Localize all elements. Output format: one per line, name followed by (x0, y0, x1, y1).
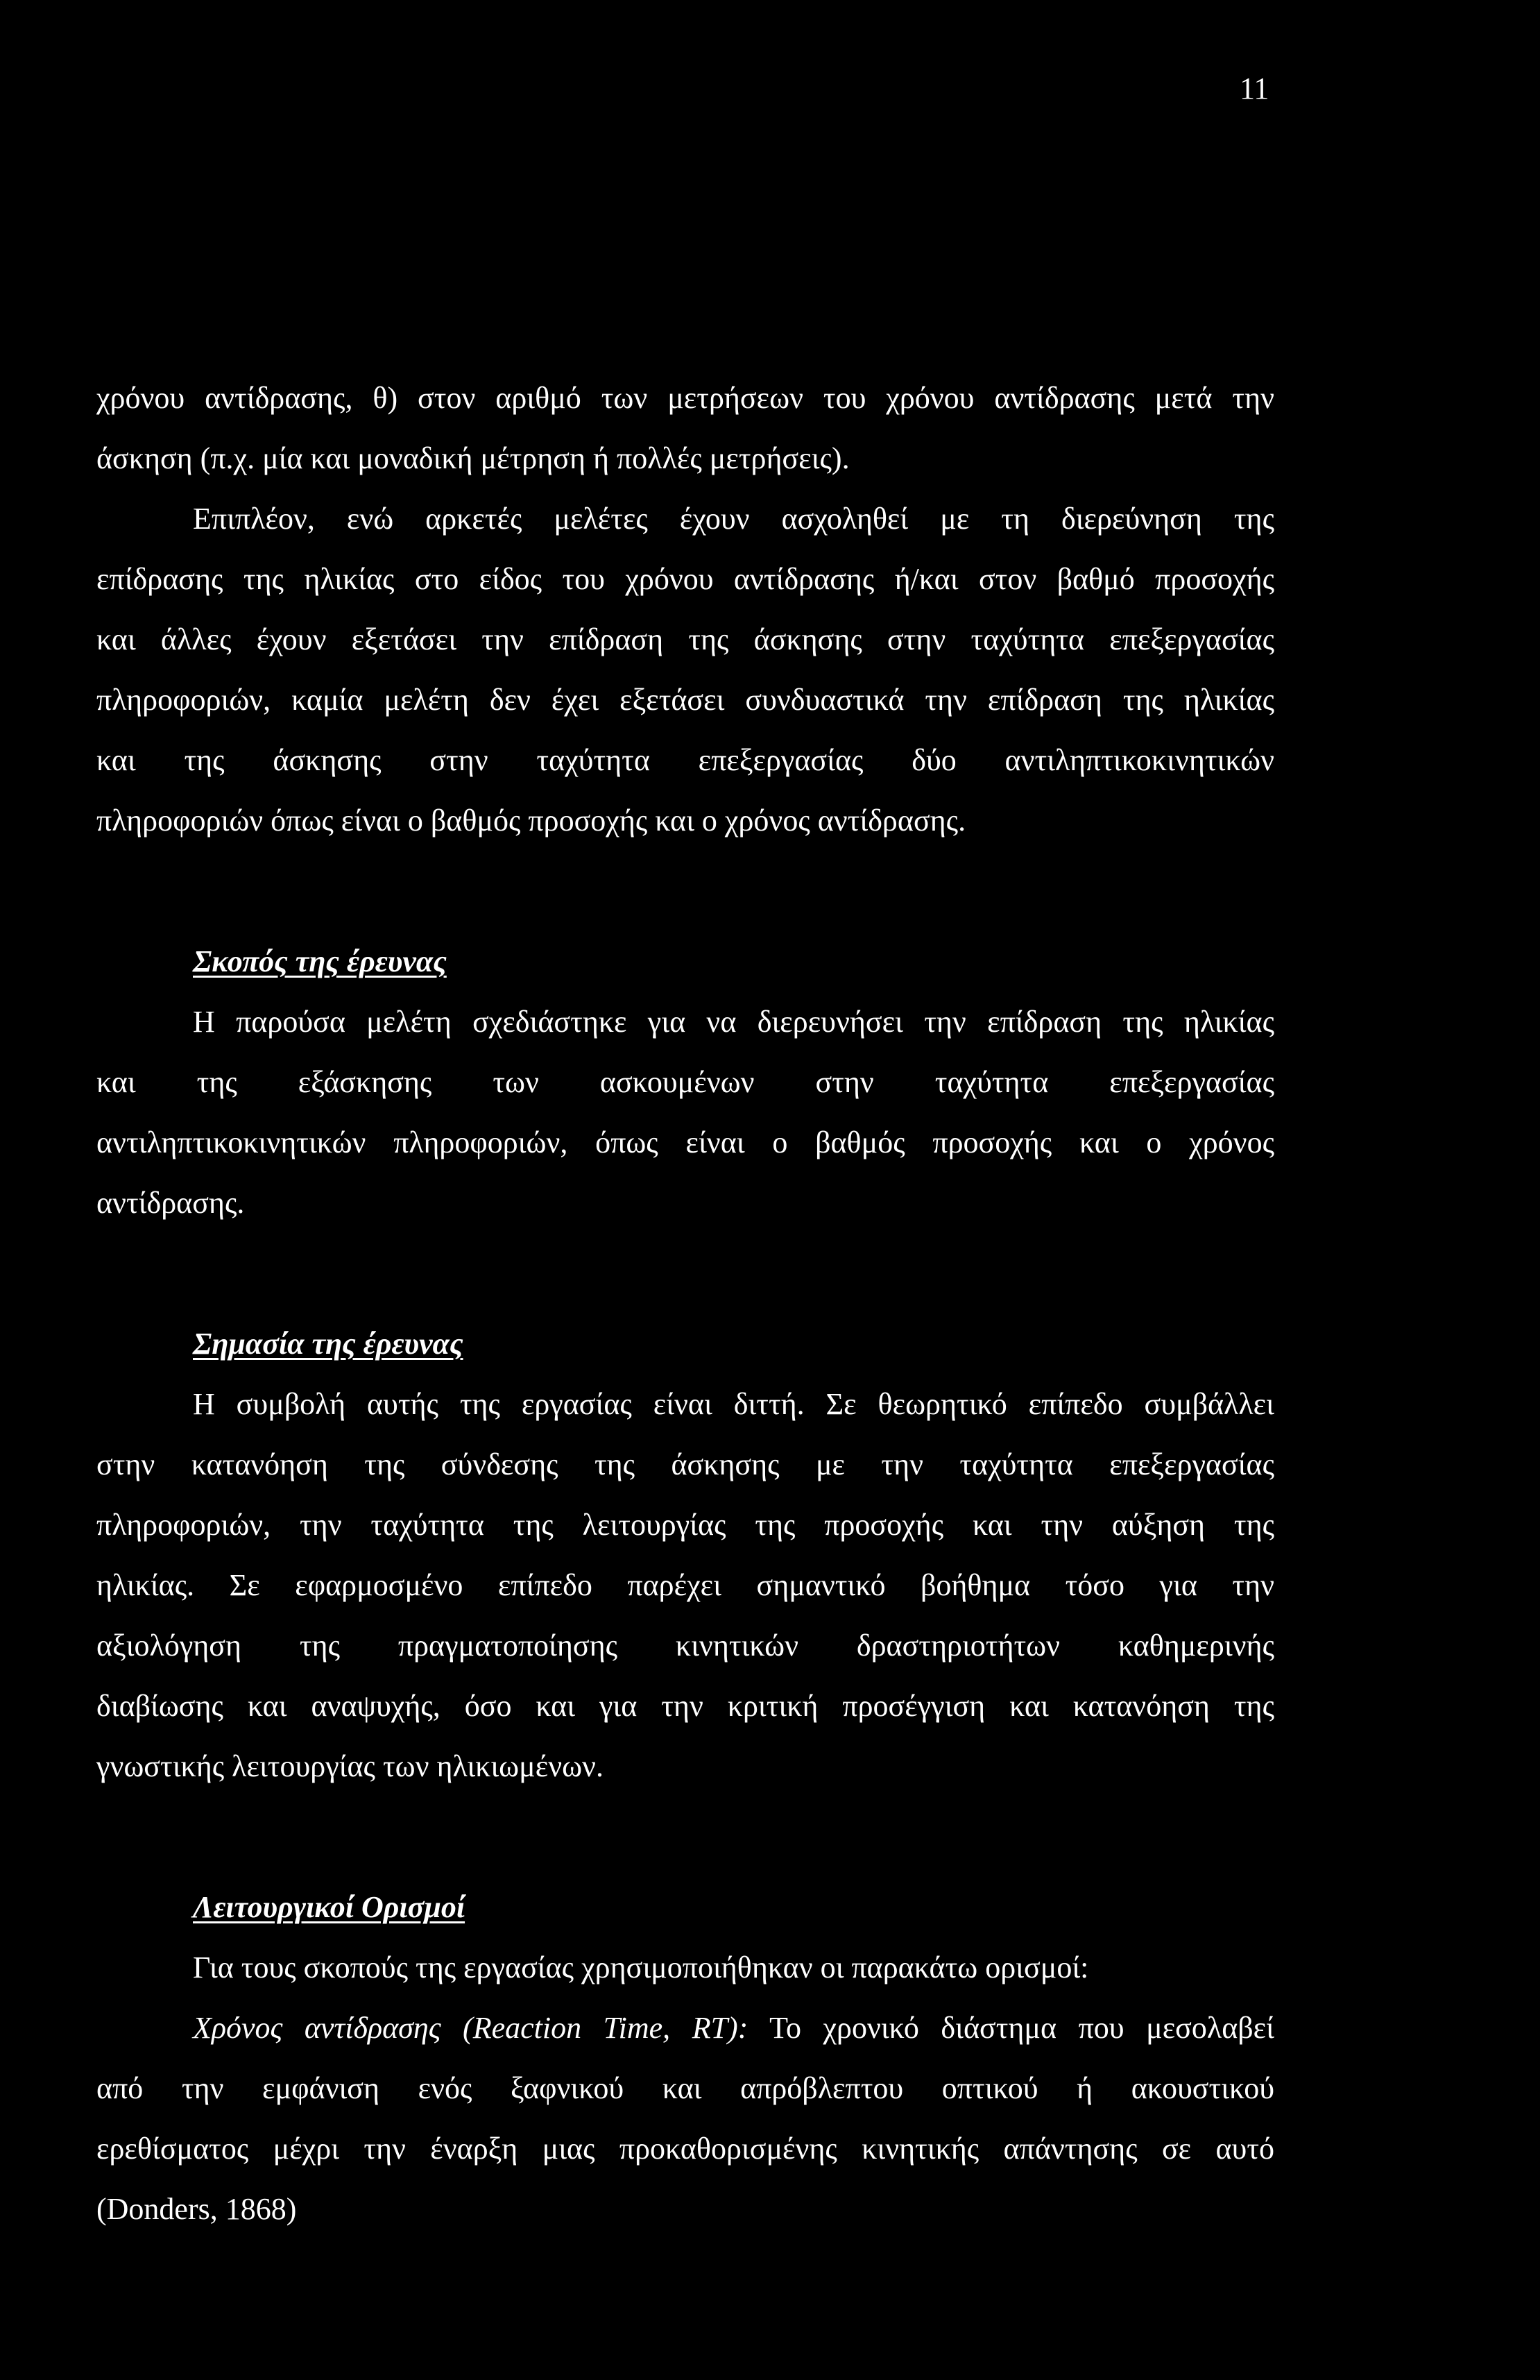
section-spacer (96, 1796, 1274, 1877)
definition-text: Το χρονικό διάστημα που μεσολαβεί (769, 2011, 1274, 2045)
text-line: ηλικίας. Σε εφαρμοσμένο επίπεδο παρέχει σημαντικό βοήθημα τόσο για την (96, 1568, 1274, 1602)
text-line: και της εξάσκησης των ασκουμένων στην ταχύτητα επεξεργασίας (96, 1065, 1274, 1099)
text-line: και άλλες έχουν εξετάσει την επίδραση της άσκησης στην ταχύτητα επεξεργασίας (96, 622, 1274, 656)
section-spacer (96, 1233, 1274, 1314)
text-line: πληροφοριών, καμία μελέτη δεν έχει εξετάσει συνδυαστικά την επίδραση της ηλικίας (96, 683, 1274, 717)
text-line: από την εμφάνιση ενός ξαφνικού και απρόβλεπτου οπτικού ή ακουστικού (96, 2071, 1274, 2105)
citation-line: (Donders, 1868) (96, 2192, 297, 2226)
section-heading: Σημασία της έρευνας (193, 1327, 463, 1361)
text-line: αντίδρασης. (96, 1186, 245, 1220)
text-line: Η συμβολή αυτής της εργασίας είναι διττή. Σε θεωρητικό επίπεδο συμβάλλει (193, 1387, 1274, 1421)
text-line: διαβίωσης και αναψυχής, όσο και για την κριτική προσέγγιση και κατανόηση της (96, 1689, 1274, 1723)
text-line: και της άσκησης στην ταχύτητα επεξεργασίας δύο αντιληπτικοκινητικών (96, 743, 1274, 777)
intro-paragraph (96, 488, 1274, 851)
text-line: πληροφοριών, την ταχύτητα της λειτουργίας της προσοχής και την αύξηση της (96, 1508, 1274, 1542)
section-purpose (96, 931, 1274, 1233)
section-significance (96, 1314, 1274, 1796)
text-line: αξιολόγηση της πραγματοποίησης κινητικών δραστηριοτήτων καθημερινής (96, 1629, 1274, 1663)
text-line: άσκηση (π.χ. μία και μοναδική μέτρηση ή πολλές μετρήσεις). (96, 441, 850, 475)
text-line: πληροφοριών όπως είναι ο βαθμός προσοχής και ο χρόνος αντίδρασης. (96, 804, 966, 838)
text-line: στην κατανόηση της σύνδεσης της άσκησης με την ταχύτητα επεξεργασίας (96, 1447, 1274, 1481)
text-line: ερεθίσματος μέχρι την έναρξη μιας προκαθορισμένης κινητικής απάντησης σε αυτό (96, 2132, 1274, 2166)
page-number: 11 (1240, 71, 1269, 105)
text-line: επίδρασης της ηλικίας στο είδος του χρόνου αντίδρασης ή/και στον βαθμό προσοχής (96, 562, 1274, 596)
text-line: Για τους σκοπούς της εργασίας χρησιμοποιήθηκαν οι παρακάτω ορισμοί: (193, 1950, 1089, 1984)
section-definitions (96, 1877, 1274, 2239)
section-heading: Λειτουργικοί Ορισμοί (193, 1890, 465, 1924)
definition-term: Χρόνος αντίδρασης (Reaction Time, RT): (193, 2011, 748, 2045)
section-spacer (96, 851, 1274, 931)
definition-first-line (96, 1998, 1274, 2058)
section-heading: Σκοπός της έρευνας (193, 944, 447, 978)
page-body (96, 368, 1274, 2239)
text-line: χρόνου αντίδρασης, θ) στον αριθμό των μετρήσεων του χρόνου αντίδρασης μετά την (96, 381, 1274, 415)
text-line: γνωστικής λειτουργίας των ηλικιωμένων. (96, 1749, 604, 1783)
text-line: αντιληπτικοκινητικών πληροφοριών, όπως είναι ο βαθμός προσοχής και ο χρόνος (96, 1125, 1274, 1159)
text-line: Επιπλέον, ενώ αρκετές μελέτες έχουν ασχοληθεί με τη διερεύνηση της (193, 502, 1274, 536)
text-line: Η παρούσα μελέτη σχεδιάστηκε για να διερευνήσει την επίδραση της ηλικίας (193, 1005, 1274, 1039)
continuation-paragraph (96, 368, 1274, 488)
